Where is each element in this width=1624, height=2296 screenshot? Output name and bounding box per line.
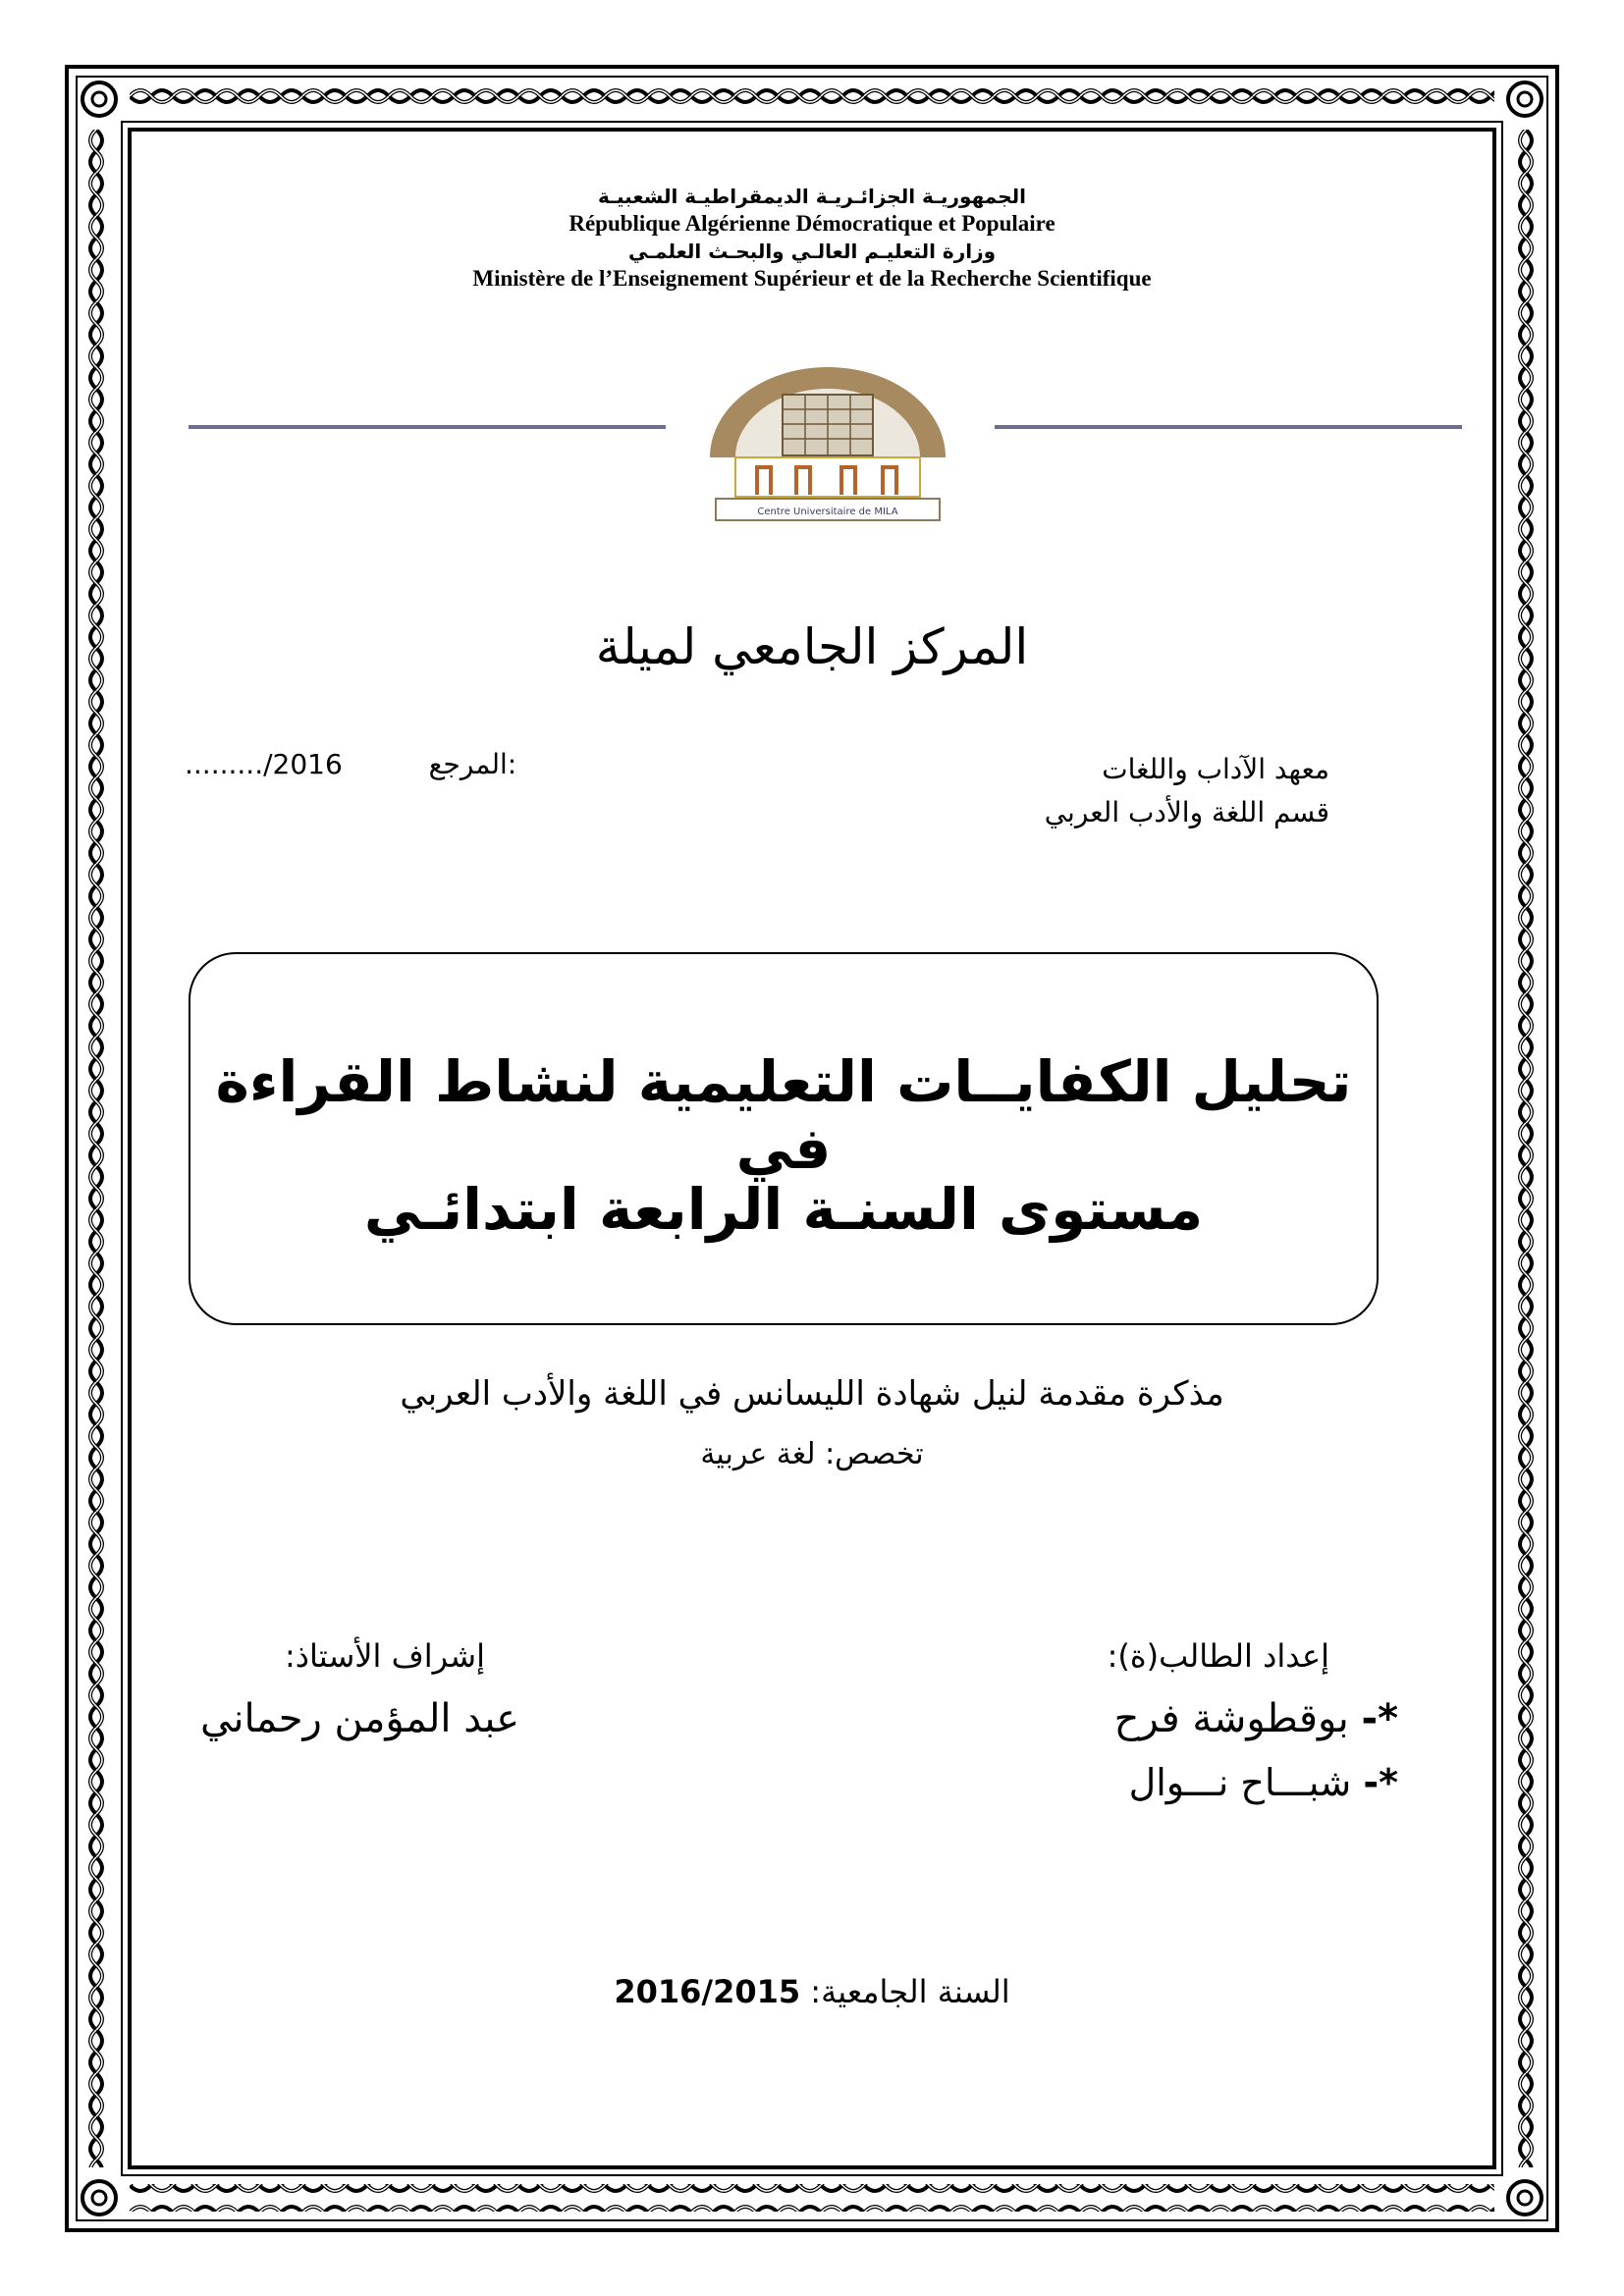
academic-year-label: السنة الجامعية: (810, 1973, 1010, 2010)
republic-french: République Algérienne Démocratique et Populaire (568, 211, 1056, 236)
logo-caption: Centre Universitaire de MILA (757, 507, 898, 517)
institute-block (1045, 748, 1329, 834)
ministry-french: Ministère de l’Enseignement Supérieur et de la Recherche Scientifique (472, 266, 1152, 291)
specialization-value: لغة عربية (700, 1437, 816, 1471)
student-name-text: بوقطوشة فرح (1113, 1696, 1349, 1741)
student-bullet: *- (1363, 1761, 1398, 1804)
department-name: قسم اللغة والأدب العربي (1044, 796, 1329, 828)
supervisor-label: إشراف الأستاذ: (285, 1637, 485, 1675)
supervisor-name: عبد المؤمن رحماني (200, 1696, 520, 1741)
ministry-arabic: وزارة التعليـم العالـي والبحـث العلمـي (627, 240, 997, 263)
right-divider (995, 425, 1462, 429)
memo-description: مذكرة مقدمة لنيل شهادة الليسانس في اللغة والأدب العربي (400, 1374, 1224, 1414)
student-name-text: شبـــاح نـــوال (1128, 1761, 1352, 1804)
left-divider (189, 425, 666, 429)
university-logo (700, 355, 955, 524)
thesis-title-line-1: تحليل الكفايــات التعليمية لنشاط القراءة في (215, 1048, 1352, 1182)
student-name (1114, 1696, 1398, 1741)
center-name: المركز الجامعي لميلة (595, 618, 1029, 675)
reference (185, 748, 516, 780)
academic-year (393, 1973, 1231, 2010)
reference-value: ........./2016 (185, 748, 343, 780)
thesis-title-line-2: مستوى السنـة الرابعة ابتدائـي (363, 1176, 1204, 1243)
student-bullet: *- (1361, 1696, 1398, 1741)
specialization (491, 1437, 1133, 1471)
student-name (1129, 1761, 1398, 1804)
academic-year-value: 2016/2015 (614, 1973, 801, 2010)
institute-name: معهد الآداب واللغات (1102, 753, 1329, 785)
prepared-by-label: إعداد الطالب(ة): (1107, 1637, 1329, 1675)
header-block (295, 183, 1329, 293)
specialization-label: تخصص: (825, 1437, 924, 1471)
republic-arabic: الجمهوريـة الجزائـريـة الديمقراطيـة الشعبيـة (598, 185, 1026, 208)
reference-label: المرجع: (428, 748, 517, 780)
